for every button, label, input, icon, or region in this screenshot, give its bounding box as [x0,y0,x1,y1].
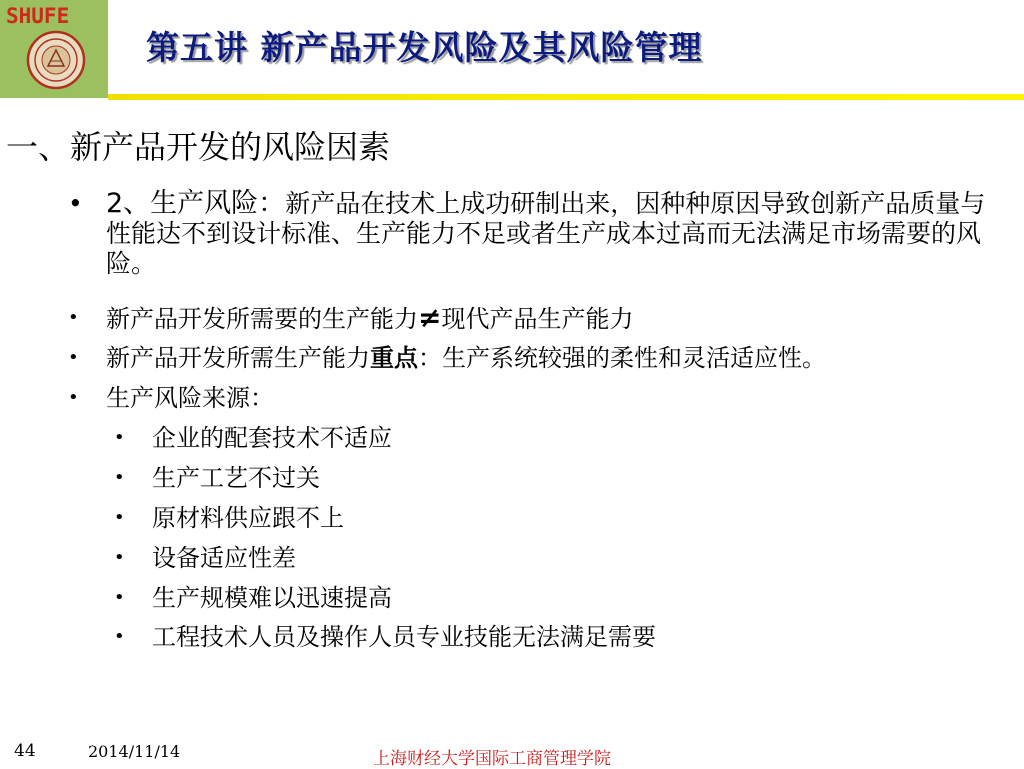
bullet-icon: • [68,189,83,218]
source-text: 原材料供应跟不上 [152,504,344,532]
section-heading: 一、新产品开发的风险因素 [6,128,391,166]
title-divider [108,94,1024,100]
page-number: 44 [14,741,36,761]
source-text: 生产规模难以迅速提高 [152,584,392,612]
bullet-icon: • [114,467,125,488]
bullet-icon: • [68,387,79,408]
footer-organization: 上海财经大学国际工商管理学院 [373,749,611,769]
bullet-icon: • [114,547,125,568]
list-item-text [106,343,826,373]
source-text: 工程技术人员及操作人员专业技能无法满足需要 [152,623,656,651]
main-point-text: 新产品在技术上成功研制出来，因种种原因导致创新产品质量与性能达不到设计标准、生产能力不足或者生产成本过高而无法满足市场需要的风险。 [106,189,986,278]
bullet-icon: • [68,347,79,368]
list-item-text: 生产风险来源： [106,384,274,412]
source-text: 设备适应性差 [152,544,296,572]
main-point-lead: 2、生产风险： [106,188,286,219]
slide-title: 第五讲 新产品开发风险及其风险管理 [146,28,703,67]
logo-band [0,0,108,98]
bullet-icon: • [114,507,125,528]
bullet-icon: • [114,626,125,647]
point-text: 现代产品生产能力 [441,305,634,333]
shufe-logo: SHUFE [6,4,70,28]
list-item-text [106,303,633,334]
main-point-body [106,189,988,279]
point-text: ：生产系统较强的柔性和灵活适应性。 [418,344,826,372]
source-text: 生产工艺不过关 [152,464,320,492]
university-seal-icon [26,30,86,90]
main-point [68,189,988,279]
point-text: 新产品开发所需要的生产能力 [106,305,418,333]
footer-date: 2014/11/14 [88,742,181,761]
bullet-icon: • [68,307,79,328]
point-text: 新产品开发所需生产能力 [106,344,370,372]
emphasis-text: 重点 [370,344,418,372]
bullet-icon: • [114,427,125,448]
not-equal-symbol: ≠ [418,301,442,334]
bullet-icon: • [114,587,125,608]
source-text: 企业的配套技术不适应 [152,424,392,452]
